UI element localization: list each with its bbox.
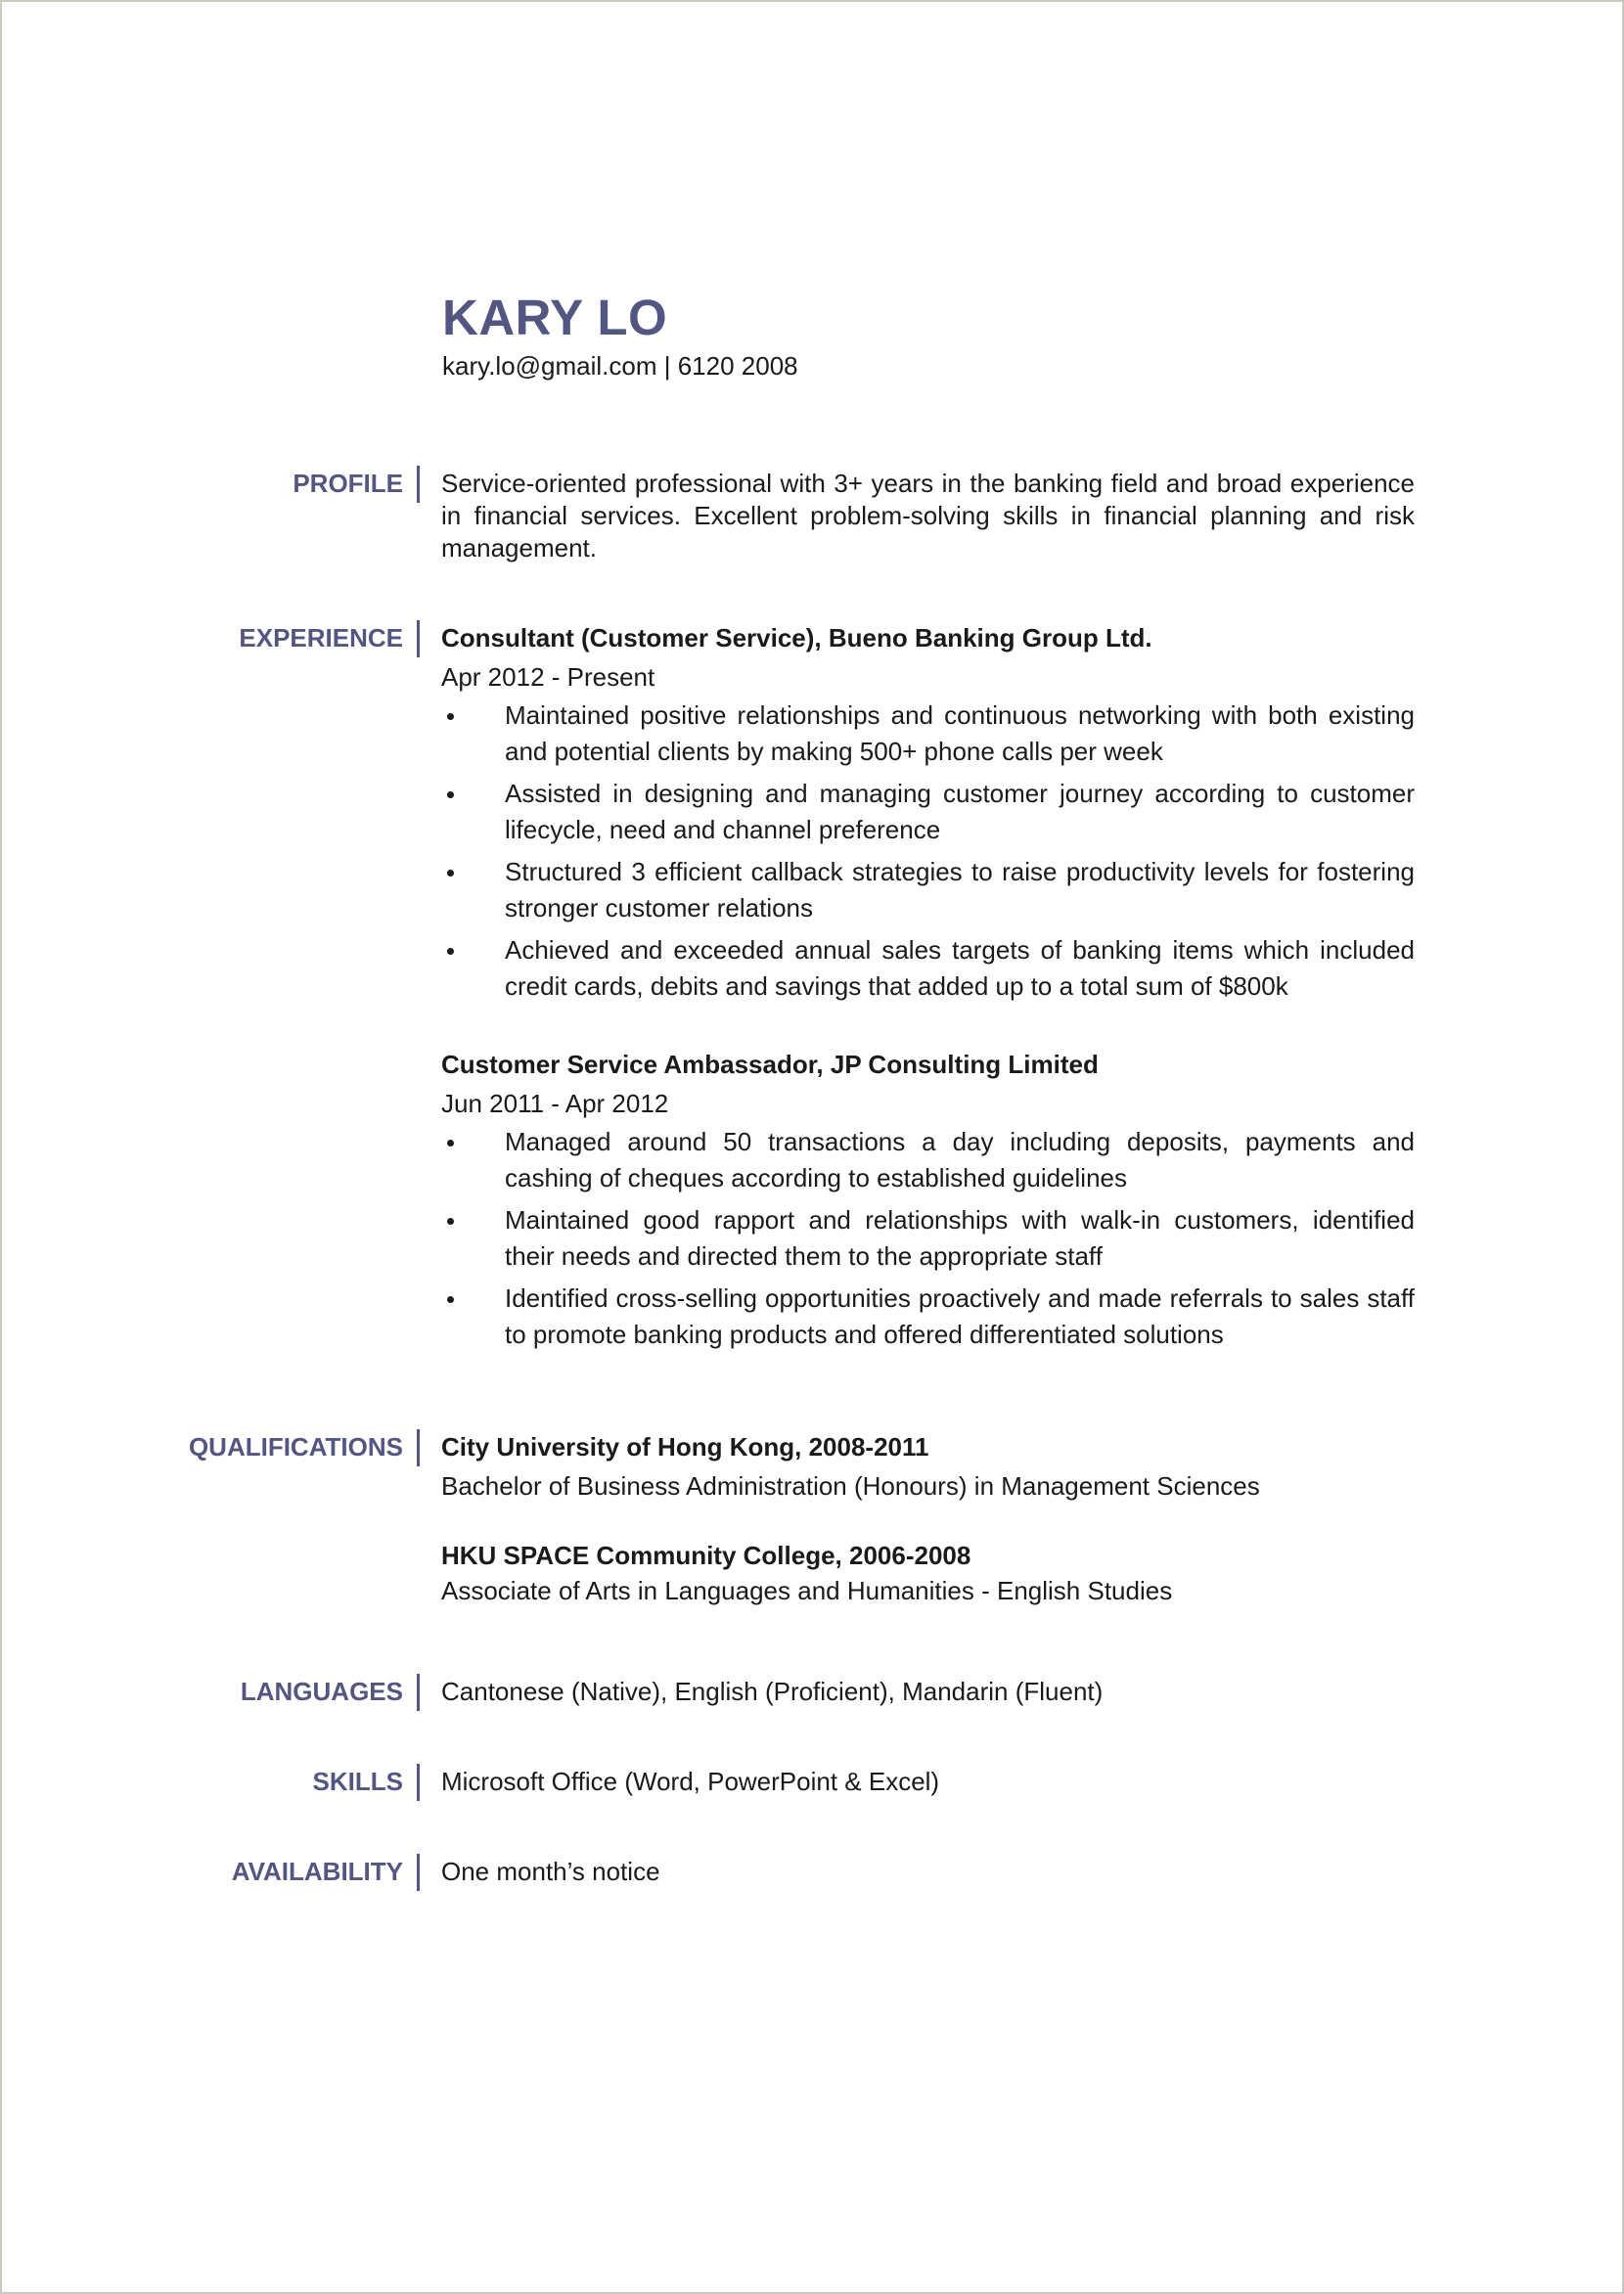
job-bullets bbox=[441, 697, 1415, 1005]
qualification-desc: Associate of Arts in Languages and Humanities - English Studies bbox=[441, 1576, 1173, 1605]
job-dates: Jun 2011 - Apr 2012 bbox=[441, 1089, 669, 1118]
bullet-icon bbox=[447, 870, 454, 877]
qualification-entry bbox=[441, 1429, 1415, 1507]
bullet-item bbox=[441, 1281, 1415, 1353]
bullet-item bbox=[441, 932, 1415, 1005]
bullet-icon bbox=[447, 948, 454, 955]
skills-label: SKILLS bbox=[312, 1767, 403, 1796]
job-bullets bbox=[441, 1124, 1415, 1353]
skills-text: Microsoft Office (Word, PowerPoint & Excel) bbox=[441, 1767, 940, 1796]
bullet-text: Achieved and exceeded annual sales targets of banking items which included credit cards, debits and savings that added up to a total sum of $800k bbox=[505, 935, 1415, 1001]
experience-label: EXPERIENCE bbox=[239, 623, 403, 652]
experience-content bbox=[441, 620, 1415, 1359]
profile-label: PROFILE bbox=[293, 469, 403, 498]
bullet-item bbox=[441, 697, 1415, 770]
bullet-icon bbox=[447, 713, 454, 720]
bullet-text: Managed around 50 transactions a day including deposits, payments and cashing of cheques according to established guidelines bbox=[505, 1127, 1415, 1192]
qualification-title: City University of Hong Kong, 2008-2011 bbox=[441, 1432, 929, 1462]
experience-divider bbox=[417, 620, 420, 657]
qualification-title: HKU SPACE Community College, 2006-2008 bbox=[441, 1541, 971, 1570]
job-entry bbox=[441, 1047, 1415, 1353]
bullet-icon bbox=[447, 1140, 454, 1147]
availability-text: One month’s notice bbox=[441, 1857, 660, 1886]
job-entry bbox=[441, 620, 1415, 1005]
job-title: Consultant (Customer Service), Bueno Banking Group Ltd. bbox=[441, 623, 1152, 652]
bullet-text: Structured 3 efficient callback strategies to raise productivity levels for fostering stronger customer relations bbox=[505, 857, 1415, 922]
availability-divider bbox=[417, 1854, 420, 1891]
qualifications-content bbox=[441, 1429, 1415, 1607]
languages-divider bbox=[417, 1674, 420, 1711]
candidate-name: KARY LO bbox=[442, 290, 668, 345]
job-dates: Apr 2012 - Present bbox=[441, 662, 655, 692]
resume-header bbox=[442, 288, 1421, 383]
qualifications-label: QUALIFICATIONS bbox=[188, 1432, 403, 1462]
bullet-text: Assisted in designing and managing customer journey according to customer lifecycle, need and channel preference bbox=[505, 779, 1415, 844]
job-title: Customer Service Ambassador, JP Consulting Limited bbox=[441, 1050, 1099, 1079]
bullet-item bbox=[441, 1124, 1415, 1196]
bullet-text: Maintained positive relationships and continuous networking with both existing and potential clients by making 500+ phone calls per week bbox=[505, 700, 1415, 766]
availability-label: AVAILABILITY bbox=[231, 1857, 403, 1886]
qualification-entry bbox=[441, 1538, 1415, 1607]
profile-divider bbox=[417, 466, 420, 503]
contact-info: kary.lo@gmail.com | 6120 2008 bbox=[442, 351, 798, 381]
bullet-item bbox=[441, 776, 1415, 848]
bullet-icon bbox=[447, 1296, 454, 1303]
languages-text: Cantonese (Native), English (Proficient), Mandarin (Fluent) bbox=[441, 1677, 1104, 1706]
bullet-icon bbox=[447, 1218, 454, 1225]
bullet-item bbox=[441, 854, 1415, 926]
qualifications-divider bbox=[417, 1429, 420, 1466]
bullet-text: Maintained good rapport and relationships with walk-in customers, identified their needs and directed them to the appropriate staff bbox=[505, 1205, 1415, 1271]
bullet-icon bbox=[447, 791, 454, 798]
bullet-text: Identified cross-selling opportunities proactively and made referrals to sales staff to promote banking products and offered differentiated solutions bbox=[505, 1283, 1415, 1349]
qualification-desc: Bachelor of Business Administration (Honours) in Management Sciences bbox=[441, 1471, 1260, 1501]
languages-label: LANGUAGES bbox=[240, 1677, 403, 1706]
profile-text: Service-oriented professional with 3+ years in the banking field and broad experience in financial services. Excellent problem-solving skills in financial planning and risk management. bbox=[441, 469, 1415, 562]
bullet-item bbox=[441, 1202, 1415, 1275]
skills-divider bbox=[417, 1764, 420, 1801]
